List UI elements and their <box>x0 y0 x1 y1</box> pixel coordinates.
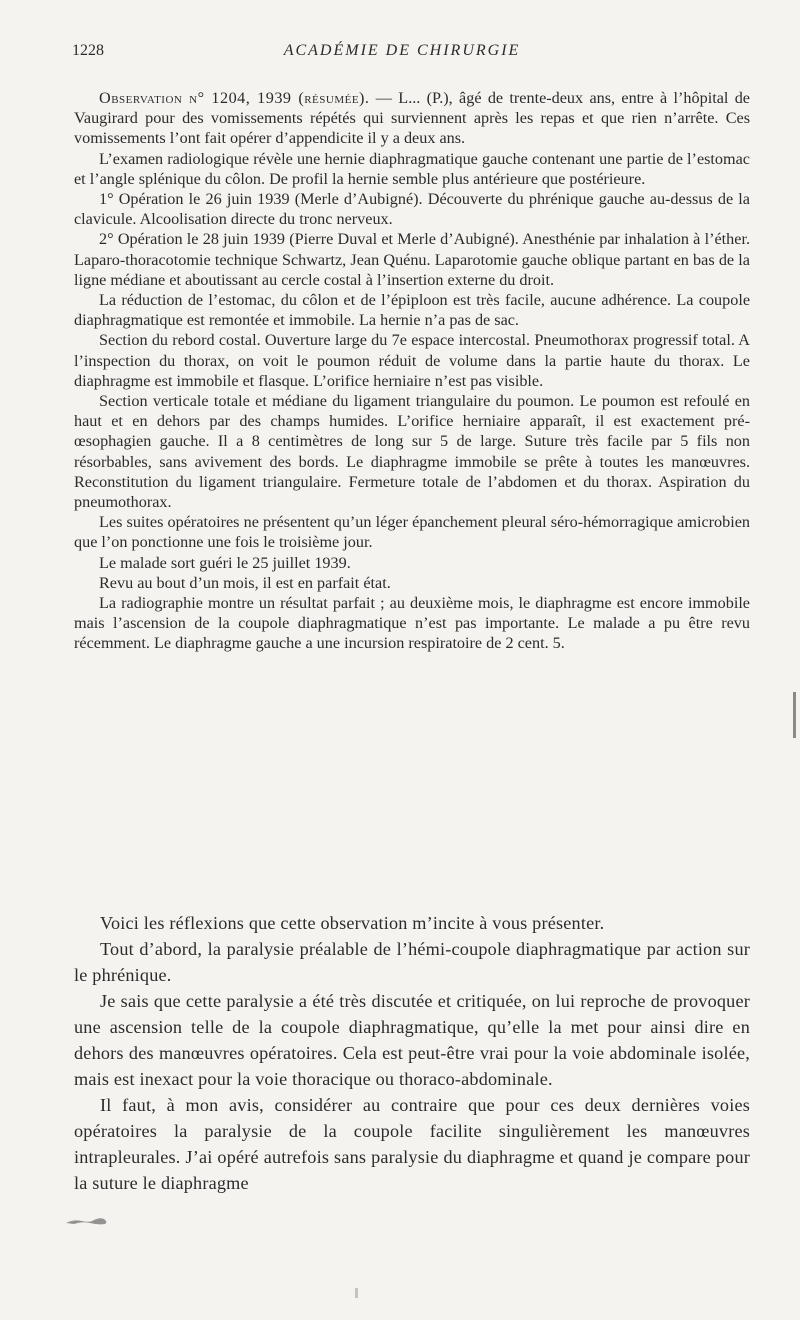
postoperative-paragraph: Les suites opératoires ne présentent qu’un léger épanchement pleural séro-hémorragique amicrobien que l’on ponctionne une fois le troisième jour. <box>74 513 750 552</box>
observation-intro-paragraph <box>74 88 750 149</box>
author-commentary <box>74 910 750 1196</box>
ligament-section-paragraph: Section verticale totale et médiane du ligament triangulaire du poumon. Le poumon est refoulé en haut et en dehors par des champs humides. L’orifice herniaire apparaît, il est exactement pré-œsophagien gauche. Il a 8 centimètres de long sur 5 de large. Suture très facile par 5 fils non résorbables, sans avivement des bords. Le diaphragme immobile se prête à toutes les manœuvres. Reconstitution du ligament triangulaire. Fermeture totale de l’abdomen et du thorax. Aspiration du pneumothorax. <box>74 392 750 512</box>
case-observation <box>74 88 750 654</box>
radiograph-result-paragraph: La radiographie montre un résultat parfait ; au deuxième mois, le diaphragme est encore immobile mais l’ascension de la coupole diaphragmatique n’est pas importante. Le malade a pu être revu récemment. Le diaphragme gauche a une incursion respiratoire de 2 cent. 5. <box>74 594 750 653</box>
second-operation-paragraph: 2° Opération le 28 juin 1939 (Pierre Duval et Merle d’Aubigné). Anesthénie par inhalation à l’éther. Laparo-thoracotomie technique Schwartz, Jean Quénu. Laparotomie gauche oblique partant en bas de la ligne médiane et aboutissant au cercle costal à l’insertion externe du droit. <box>74 230 750 289</box>
running-title: ACADÉMIE DE CHIRURGIE <box>283 42 521 59</box>
costal-section-paragraph: Section du rebord costal. Ouverture large du 7e espace intercostal. Pneumothorax progressif total. A l’inspection du thorax, on voit le poumon réduit de volume dans la partie haute du thorax. Le diaphragme est immobile et flasque. L’orifice herniaire n’est pas visible. <box>74 331 750 390</box>
commentary-paragraph: Je sais que cette paralysie a été très discutée et critiquée, on lui reproche de provoquer une ascension telle de la coupole diaphragmatique, qu’elle la met pour ainsi dire en dehors des manœuvres opératoires. Cela est peut-être vrai pour la voie abdominale isolée, mais est inexact pour la voie thoracique ou thoraco-abdominale. <box>74 991 750 1089</box>
first-operation-paragraph: 1° Opération le 26 juin 1939 (Merle d’Aubigné). Découverte du phrénique gauche au-dessus de la clavicule. Alcoolisation directe du tronc nerveux. <box>74 190 750 229</box>
scan-speck <box>355 1288 358 1298</box>
page-number: 1228 <box>72 42 104 59</box>
reduction-paragraph: La réduction de l’estomac, du côlon et de l’épiploon est très facile, aucune adhérence. La coupole diaphragmatique est remontée et immobile. La hernie n’a pas de sac. <box>74 291 750 330</box>
commentary-paragraph: Il faut, à mon avis, considérer au contraire que pour ces deux dernières voies opératoires la paralysie de la coupole facilite singulièrement les manœuvres intrapleurales. J’ai opéré autrefois sans paralysie du diaphragme et quand je compare pour la suture le diaphragme <box>74 1095 750 1193</box>
follow-up-paragraph: Revu au bout d’un mois, il est en parfait état. <box>99 573 391 592</box>
commentary-paragraph: Voici les réflexions que cette observation m’incite à vous présenter. <box>100 913 605 933</box>
observation-intro-text: — L... (P.), âgé de trente-deux ans, entre à l’hôpital de Vaugirard pour des vomissements répétés qui surviennent après les repas et que rien n’arrête. Ces vomissements l’ont fait opérer d’appendicite il y a deux ans. <box>74 89 750 148</box>
page-header <box>72 42 732 66</box>
scan-edge-mark <box>793 692 796 738</box>
observation-label: Observation n° 1204, 1939 (résumée). <box>99 89 370 107</box>
commentary-paragraph: Tout d’abord, la paralysie préalable de l’hémi-coupole diaphragmatique par action sur le phrénique. <box>74 939 750 985</box>
ink-stain-mark <box>64 1214 112 1226</box>
radiology-paragraph: L’examen radiologique révèle une hernie diaphragmatique gauche contenant une partie de l’estomac et l’angle splénique du côlon. De profil la hernie semble plus antérieure que postérieure. <box>74 149 750 188</box>
discharge-paragraph: Le malade sort guéri le 25 juillet 1939. <box>99 553 351 572</box>
